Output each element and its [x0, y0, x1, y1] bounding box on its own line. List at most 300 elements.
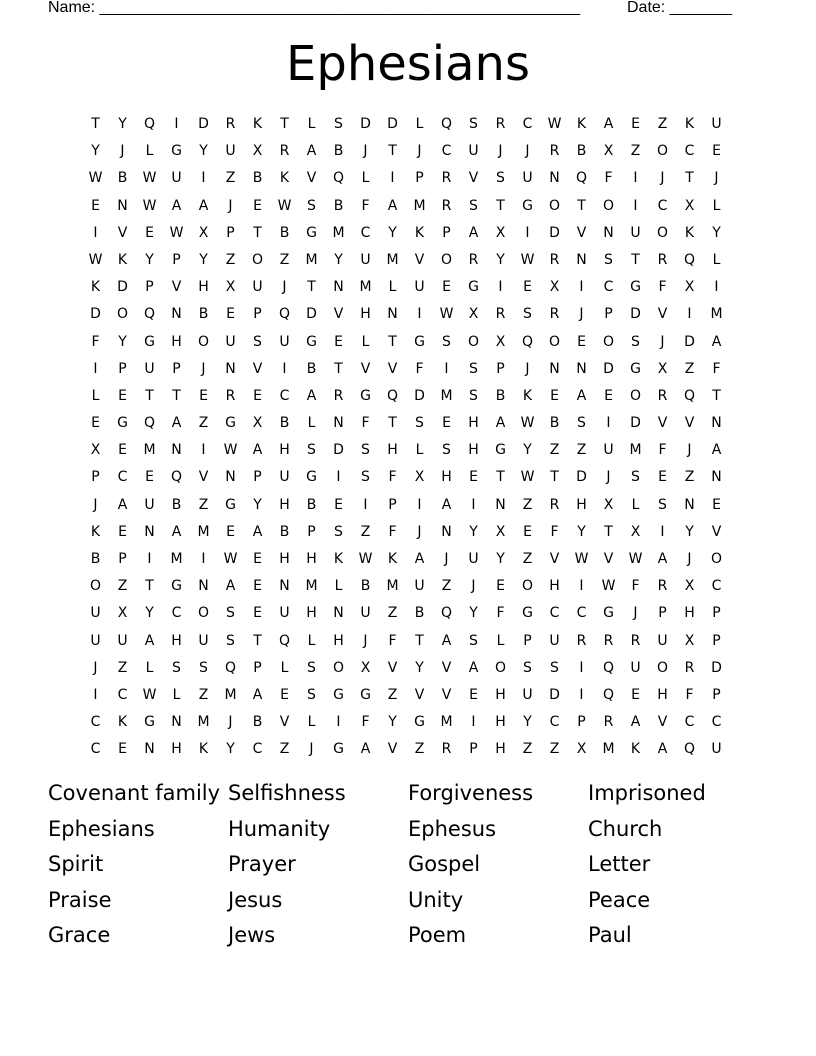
grid-letter[interactable]: J: [633, 605, 638, 622]
grid-letter[interactable]: O: [521, 578, 534, 595]
grid-letter[interactable]: M: [224, 686, 237, 703]
grid-letter[interactable]: F: [388, 632, 397, 649]
grid-letter[interactable]: U: [414, 578, 425, 595]
grid-letter[interactable]: I: [687, 306, 692, 323]
grid-letter[interactable]: W: [223, 551, 238, 567]
grid-letter[interactable]: I: [417, 496, 422, 513]
grid-letter[interactable]: E: [145, 224, 154, 241]
grid-letter[interactable]: I: [660, 523, 665, 540]
grid-letter[interactable]: V: [387, 659, 398, 676]
grid-letter[interactable]: K: [117, 251, 128, 268]
grid-letter[interactable]: D: [414, 387, 425, 404]
grid-letter[interactable]: J: [579, 306, 584, 323]
grid-letter[interactable]: C: [90, 741, 101, 758]
grid-letter[interactable]: J: [417, 143, 422, 160]
grid-letter[interactable]: I: [471, 714, 476, 731]
grid-letter[interactable]: C: [522, 116, 533, 132]
grid-letter[interactable]: S: [550, 659, 559, 676]
grid-letter[interactable]: N: [576, 251, 587, 268]
grid-letter[interactable]: E: [334, 496, 343, 513]
grid-letter[interactable]: E: [145, 469, 154, 486]
grid-letter[interactable]: Z: [630, 143, 641, 160]
grid-letter[interactable]: E: [604, 387, 613, 404]
grid-letter[interactable]: K: [684, 224, 695, 241]
grid-letter[interactable]: Y: [469, 605, 478, 622]
grid-letter[interactable]: O: [629, 387, 642, 404]
grid-letter[interactable]: U: [522, 686, 533, 703]
grid-letter[interactable]: N: [144, 741, 155, 758]
grid-letter[interactable]: E: [469, 469, 478, 486]
grid-letter[interactable]: J: [606, 469, 611, 486]
grid-letter[interactable]: W: [223, 442, 238, 459]
grid-letter[interactable]: V: [252, 360, 263, 377]
grid-letter[interactable]: N: [117, 197, 128, 214]
grid-letter[interactable]: K: [522, 387, 533, 404]
grid-letter[interactable]: Q: [278, 306, 291, 323]
grid-letter[interactable]: V: [333, 306, 344, 323]
grid-letter[interactable]: C: [441, 143, 452, 160]
grid-letter[interactable]: X: [252, 415, 263, 432]
grid-letter[interactable]: N: [171, 306, 182, 323]
grid-letter[interactable]: V: [441, 686, 452, 703]
grid-letter[interactable]: F: [361, 714, 370, 731]
grid-letter[interactable]: U: [630, 224, 641, 241]
grid-letter[interactable]: E: [550, 387, 559, 404]
grid-letter[interactable]: E: [712, 143, 721, 160]
grid-letter[interactable]: G: [414, 714, 425, 731]
grid-letter[interactable]: X: [495, 523, 506, 540]
grid-letter[interactable]: H: [495, 714, 506, 731]
grid-letter[interactable]: I: [471, 496, 476, 513]
grid-letter[interactable]: O: [197, 333, 210, 350]
grid-letter[interactable]: L: [712, 197, 721, 214]
grid-letter[interactable]: M: [386, 251, 399, 268]
grid-letter[interactable]: M: [197, 714, 210, 731]
grid-letter[interactable]: N: [171, 714, 182, 731]
grid-letter[interactable]: N: [495, 496, 506, 513]
grid-letter[interactable]: H: [441, 469, 452, 486]
grid-letter[interactable]: R: [279, 143, 290, 160]
grid-letter[interactable]: Y: [253, 496, 262, 513]
grid-letter[interactable]: E: [712, 496, 721, 513]
grid-letter[interactable]: R: [576, 632, 587, 649]
grid-letter[interactable]: F: [712, 360, 721, 377]
grid-letter[interactable]: J: [444, 551, 449, 567]
grid-letter[interactable]: S: [523, 659, 532, 676]
grid-letter[interactable]: E: [577, 333, 586, 350]
grid-letter[interactable]: O: [656, 224, 669, 241]
grid-letter[interactable]: Q: [683, 387, 696, 404]
grid-letter[interactable]: F: [631, 578, 640, 595]
grid-letter[interactable]: U: [711, 116, 722, 132]
grid-letter[interactable]: C: [684, 714, 695, 731]
grid-letter[interactable]: E: [631, 686, 640, 703]
grid-letter[interactable]: B: [414, 605, 425, 622]
grid-letter[interactable]: G: [333, 741, 344, 758]
grid-letter[interactable]: L: [307, 632, 316, 649]
grid-letter[interactable]: Y: [334, 251, 343, 268]
grid-letter[interactable]: B: [252, 170, 263, 187]
grid-letter[interactable]: U: [522, 170, 533, 187]
grid-letter[interactable]: E: [442, 279, 451, 296]
grid-letter[interactable]: W: [574, 551, 589, 567]
grid-letter[interactable]: T: [145, 387, 154, 404]
grid-letter[interactable]: A: [252, 686, 263, 703]
grid-letter[interactable]: Z: [522, 741, 533, 758]
grid-letter[interactable]: H: [279, 442, 290, 459]
grid-letter[interactable]: E: [496, 578, 505, 595]
grid-letter[interactable]: M: [602, 741, 615, 758]
grid-letter[interactable]: O: [602, 197, 615, 214]
grid-letter[interactable]: B: [171, 496, 182, 513]
grid-letter[interactable]: V: [360, 360, 371, 377]
grid-letter[interactable]: K: [387, 551, 398, 567]
grid-letter[interactable]: V: [306, 170, 317, 187]
grid-letter[interactable]: P: [658, 605, 667, 622]
grid-letter[interactable]: R: [441, 170, 452, 187]
grid-letter[interactable]: U: [549, 632, 560, 649]
grid-letter[interactable]: S: [307, 686, 316, 703]
grid-letter[interactable]: R: [441, 741, 452, 758]
grid-letter[interactable]: H: [495, 686, 506, 703]
grid-letter[interactable]: X: [603, 496, 614, 513]
grid-letter[interactable]: T: [388, 143, 397, 160]
grid-letter[interactable]: A: [171, 523, 182, 540]
grid-letter[interactable]: E: [658, 469, 667, 486]
grid-letter[interactable]: N: [711, 415, 722, 432]
grid-letter[interactable]: J: [120, 143, 125, 160]
grid-letter[interactable]: C: [603, 279, 614, 296]
grid-letter[interactable]: Q: [332, 170, 345, 187]
grid-letter[interactable]: H: [306, 551, 317, 567]
grid-letter[interactable]: S: [361, 469, 370, 486]
grid-letter[interactable]: V: [711, 523, 722, 540]
grid-letter[interactable]: Y: [712, 224, 721, 241]
grid-letter[interactable]: R: [603, 632, 614, 649]
grid-letter[interactable]: N: [603, 224, 614, 241]
grid-letter[interactable]: G: [360, 387, 371, 404]
grid-letter[interactable]: U: [279, 605, 290, 622]
grid-letter[interactable]: Y: [496, 551, 505, 567]
grid-letter[interactable]: J: [660, 333, 665, 350]
grid-letter[interactable]: X: [576, 741, 587, 758]
grid-letter[interactable]: C: [576, 605, 587, 622]
grid-letter[interactable]: H: [333, 632, 344, 649]
grid-letter[interactable]: Q: [440, 605, 453, 622]
grid-letter[interactable]: R: [441, 197, 452, 214]
grid-letter[interactable]: U: [630, 659, 641, 676]
grid-letter[interactable]: S: [469, 197, 478, 214]
grid-letter[interactable]: E: [469, 686, 478, 703]
grid-letter[interactable]: W: [169, 224, 184, 241]
grid-letter[interactable]: C: [117, 686, 128, 703]
grid-letter[interactable]: Z: [549, 442, 560, 459]
grid-letter[interactable]: X: [225, 279, 236, 296]
grid-letter[interactable]: E: [253, 578, 262, 595]
grid-letter[interactable]: Q: [440, 116, 453, 132]
grid-letter[interactable]: V: [684, 415, 695, 432]
grid-letter[interactable]: X: [684, 632, 695, 649]
grid-letter[interactable]: L: [361, 170, 370, 187]
grid-letter[interactable]: X: [495, 333, 506, 350]
grid-letter[interactable]: G: [522, 605, 533, 622]
grid-letter[interactable]: I: [147, 551, 152, 567]
grid-letter[interactable]: Y: [388, 224, 397, 241]
grid-letter[interactable]: O: [656, 659, 669, 676]
grid-letter[interactable]: S: [523, 306, 532, 323]
grid-letter[interactable]: Q: [521, 333, 534, 350]
grid-letter[interactable]: W: [142, 197, 157, 214]
grid-letter[interactable]: Z: [657, 116, 668, 132]
grid-letter[interactable]: W: [547, 116, 562, 132]
grid-letter[interactable]: W: [439, 306, 454, 323]
grid-letter[interactable]: J: [687, 551, 692, 567]
grid-letter[interactable]: U: [144, 496, 155, 513]
grid-letter[interactable]: W: [88, 251, 103, 268]
grid-letter[interactable]: U: [279, 469, 290, 486]
grid-letter[interactable]: A: [306, 387, 317, 404]
grid-letter[interactable]: E: [442, 415, 451, 432]
grid-letter[interactable]: A: [441, 496, 452, 513]
grid-letter[interactable]: B: [333, 197, 344, 214]
grid-letter[interactable]: L: [334, 578, 343, 595]
grid-letter[interactable]: B: [117, 170, 128, 187]
grid-letter[interactable]: Y: [415, 659, 424, 676]
grid-letter[interactable]: U: [468, 143, 479, 160]
grid-letter[interactable]: K: [252, 116, 263, 132]
grid-letter[interactable]: S: [415, 415, 424, 432]
grid-letter[interactable]: T: [685, 170, 694, 187]
grid-letter[interactable]: H: [576, 496, 587, 513]
grid-letter[interactable]: V: [117, 224, 128, 241]
grid-letter[interactable]: B: [306, 496, 317, 513]
grid-letter[interactable]: T: [280, 116, 289, 132]
grid-letter[interactable]: E: [118, 741, 127, 758]
grid-letter[interactable]: U: [603, 442, 614, 459]
grid-letter[interactable]: H: [198, 279, 209, 296]
grid-letter[interactable]: Y: [523, 442, 532, 459]
grid-letter[interactable]: T: [307, 279, 316, 296]
grid-letter[interactable]: E: [91, 415, 100, 432]
grid-letter[interactable]: S: [226, 632, 235, 649]
grid-letter[interactable]: Z: [360, 523, 371, 540]
grid-letter[interactable]: E: [334, 333, 343, 350]
grid-letter[interactable]: H: [171, 741, 182, 758]
grid-letter[interactable]: I: [498, 279, 503, 296]
grid-letter[interactable]: C: [117, 469, 128, 486]
grid-letter[interactable]: E: [523, 523, 532, 540]
grid-letter[interactable]: M: [143, 442, 156, 459]
grid-letter[interactable]: J: [201, 360, 206, 377]
grid-letter[interactable]: N: [225, 360, 236, 377]
grid-letter[interactable]: Z: [225, 170, 236, 187]
grid-letter[interactable]: Z: [576, 442, 587, 459]
grid-letter[interactable]: P: [523, 632, 532, 649]
grid-letter[interactable]: W: [358, 551, 373, 567]
grid-letter[interactable]: H: [387, 442, 398, 459]
grid-letter[interactable]: D: [576, 469, 587, 486]
grid-letter[interactable]: E: [253, 551, 262, 567]
grid-letter[interactable]: E: [118, 442, 127, 459]
grid-letter[interactable]: I: [444, 360, 449, 377]
grid-letter[interactable]: T: [334, 360, 343, 377]
grid-letter[interactable]: U: [360, 251, 371, 268]
grid-letter[interactable]: W: [601, 578, 616, 595]
grid-letter[interactable]: C: [711, 714, 722, 731]
grid-letter[interactable]: K: [90, 279, 101, 296]
grid-letter[interactable]: P: [172, 251, 181, 268]
grid-letter[interactable]: O: [494, 659, 507, 676]
grid-letter[interactable]: A: [468, 224, 479, 241]
grid-letter[interactable]: O: [602, 333, 615, 350]
grid-letter[interactable]: S: [442, 333, 451, 350]
grid-letter[interactable]: X: [549, 279, 560, 296]
grid-letter[interactable]: F: [91, 333, 100, 350]
grid-letter[interactable]: U: [117, 632, 128, 649]
grid-letter[interactable]: N: [279, 578, 290, 595]
grid-letter[interactable]: Y: [496, 251, 505, 268]
grid-letter[interactable]: H: [360, 306, 371, 323]
grid-letter[interactable]: K: [117, 714, 128, 731]
grid-letter[interactable]: O: [116, 306, 129, 323]
grid-letter[interactable]: K: [630, 741, 641, 758]
grid-letter[interactable]: F: [361, 197, 370, 214]
grid-letter[interactable]: O: [197, 605, 210, 622]
grid-letter[interactable]: V: [549, 551, 560, 567]
grid-letter[interactable]: G: [144, 714, 155, 731]
grid-letter[interactable]: G: [171, 578, 182, 595]
grid-letter[interactable]: S: [469, 387, 478, 404]
grid-letter[interactable]: B: [495, 387, 506, 404]
grid-letter[interactable]: D: [90, 306, 101, 323]
grid-letter[interactable]: N: [684, 496, 695, 513]
grid-letter[interactable]: Z: [387, 605, 398, 622]
grid-letter[interactable]: U: [468, 551, 479, 567]
grid-letter[interactable]: X: [630, 523, 641, 540]
grid-letter[interactable]: U: [90, 605, 101, 622]
grid-letter[interactable]: A: [198, 197, 209, 214]
grid-letter[interactable]: Q: [278, 632, 291, 649]
grid-letter[interactable]: E: [253, 387, 262, 404]
grid-letter[interactable]: I: [174, 116, 179, 132]
grid-letter[interactable]: I: [579, 659, 584, 676]
grid-letter[interactable]: S: [631, 333, 640, 350]
grid-letter[interactable]: H: [495, 741, 506, 758]
grid-letter[interactable]: U: [198, 632, 209, 649]
grid-letter[interactable]: V: [657, 415, 668, 432]
grid-letter[interactable]: T: [496, 197, 505, 214]
grid-letter[interactable]: D: [387, 116, 398, 132]
grid-letter[interactable]: F: [685, 686, 694, 703]
grid-letter[interactable]: I: [336, 714, 341, 731]
grid-letter[interactable]: X: [684, 279, 695, 296]
grid-letter[interactable]: E: [226, 523, 235, 540]
grid-letter[interactable]: A: [711, 442, 722, 459]
grid-letter[interactable]: O: [89, 578, 102, 595]
grid-letter[interactable]: M: [386, 578, 399, 595]
grid-letter[interactable]: D: [333, 442, 344, 459]
grid-letter[interactable]: Y: [388, 714, 397, 731]
grid-letter[interactable]: Q: [143, 116, 156, 132]
grid-letter[interactable]: Y: [226, 741, 235, 758]
grid-letter[interactable]: T: [550, 469, 559, 486]
grid-letter[interactable]: Y: [118, 116, 127, 132]
grid-letter[interactable]: X: [117, 605, 128, 622]
grid-letter[interactable]: H: [468, 415, 479, 432]
date-field[interactable]: Date: _______: [627, 0, 732, 16]
grid-letter[interactable]: D: [198, 116, 209, 132]
grid-letter[interactable]: J: [417, 523, 422, 540]
grid-letter[interactable]: A: [603, 116, 614, 132]
grid-letter[interactable]: P: [307, 523, 316, 540]
grid-letter[interactable]: U: [171, 170, 182, 187]
grid-letter[interactable]: T: [415, 632, 424, 649]
grid-letter[interactable]: C: [684, 143, 695, 160]
grid-letter[interactable]: S: [172, 659, 181, 676]
grid-letter[interactable]: A: [171, 415, 182, 432]
grid-letter[interactable]: T: [253, 632, 262, 649]
grid-letter[interactable]: D: [711, 659, 722, 676]
grid-letter[interactable]: P: [226, 224, 235, 241]
grid-letter[interactable]: I: [93, 686, 98, 703]
grid-letter[interactable]: Z: [117, 659, 128, 676]
grid-letter[interactable]: X: [252, 143, 263, 160]
grid-letter[interactable]: V: [414, 686, 425, 703]
grid-letter[interactable]: N: [198, 578, 209, 595]
grid-letter[interactable]: S: [442, 442, 451, 459]
grid-letter[interactable]: K: [684, 116, 695, 132]
grid-letter[interactable]: A: [360, 741, 371, 758]
grid-letter[interactable]: L: [91, 387, 100, 404]
grid-letter[interactable]: Y: [199, 143, 208, 160]
grid-letter[interactable]: A: [576, 387, 587, 404]
grid-letter[interactable]: B: [279, 523, 290, 540]
grid-letter[interactable]: I: [390, 170, 395, 187]
grid-letter[interactable]: N: [387, 306, 398, 323]
grid-letter[interactable]: J: [363, 143, 368, 160]
grid-letter[interactable]: D: [630, 306, 641, 323]
grid-letter[interactable]: A: [630, 714, 641, 731]
grid-letter[interactable]: Y: [577, 523, 586, 540]
grid-letter[interactable]: P: [172, 360, 181, 377]
grid-letter[interactable]: C: [549, 714, 560, 731]
grid-letter[interactable]: I: [714, 279, 719, 296]
grid-letter[interactable]: P: [712, 632, 721, 649]
grid-letter[interactable]: R: [630, 632, 641, 649]
grid-letter[interactable]: N: [171, 442, 182, 459]
grid-letter[interactable]: G: [225, 415, 236, 432]
grid-letter[interactable]: O: [467, 333, 480, 350]
grid-letter[interactable]: A: [252, 523, 263, 540]
grid-letter[interactable]: M: [170, 551, 183, 567]
grid-letter[interactable]: N: [333, 415, 344, 432]
grid-letter[interactable]: V: [468, 170, 479, 187]
grid-letter[interactable]: I: [201, 551, 206, 567]
grid-letter[interactable]: T: [388, 415, 397, 432]
grid-letter[interactable]: P: [496, 360, 505, 377]
grid-letter[interactable]: T: [577, 197, 586, 214]
grid-letter[interactable]: W: [628, 551, 643, 567]
grid-letter[interactable]: E: [280, 686, 289, 703]
grid-letter[interactable]: I: [93, 360, 98, 377]
grid-letter[interactable]: Z: [225, 251, 236, 268]
grid-letter[interactable]: Y: [118, 333, 127, 350]
grid-letter[interactable]: S: [307, 197, 316, 214]
grid-letter[interactable]: L: [280, 659, 289, 676]
grid-letter[interactable]: Z: [441, 578, 452, 595]
grid-letter[interactable]: H: [171, 333, 182, 350]
grid-letter[interactable]: E: [118, 387, 127, 404]
